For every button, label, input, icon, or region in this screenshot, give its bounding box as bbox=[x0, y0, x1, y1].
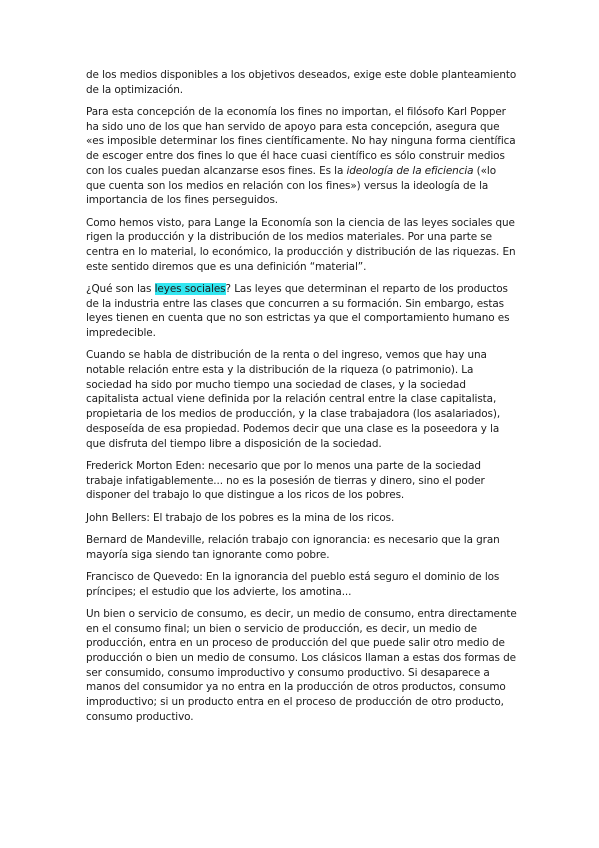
paragraph-text: Bernard de Mandeville, relación trabajo con ignorancia: es necesario que la gran mayoría siga siendo tan ignorante como pobre. bbox=[86, 533, 500, 561]
paragraph-text: John Bellers: El trabajo de los pobres es la mina de los ricos. bbox=[86, 511, 395, 524]
paragraph-eden-quote bbox=[86, 459, 518, 503]
paragraph-text: Como hemos visto, para Lange la Economía son la ciencia de las leyes sociales que rigen la producción y la distribución de los medios materiales. Por una parte se centra en lo material, lo económico, la producción y distribución de las riquezas. En este sentido diremos que es una definición “material”. bbox=[86, 216, 516, 273]
paragraph-leyes-sociales bbox=[86, 282, 518, 341]
paragraph-text: («lo que cuenta son los medios en relación con los fines») versus la ideología de la importancia de los fines perseguidos. bbox=[86, 164, 496, 207]
paragraph-bellers-quote bbox=[86, 511, 518, 526]
paragraph-text: ? Las leyes que determinan el reparto de los productos de la industria entre las clases que concurren a su formación. Sin embargo, estas leyes tienen en cuenta que no son estrictas ya que el comportamiento humano es impredecible. bbox=[86, 282, 510, 340]
paragraph-consumo bbox=[86, 607, 518, 725]
paragraph-quevedo-quote bbox=[86, 570, 518, 599]
highlighted-text[interactable]: leyes sociales bbox=[154, 282, 226, 295]
paragraph-text: ¿Qué son las bbox=[86, 282, 155, 295]
paragraph-text: Frederick Morton Eden: necesario que por lo menos una parte de la sociedad trabaje infatigablemente... no es la posesión de tierras y dinero, sino el poder disponer del trabajo lo que distingue a los ricos de los pobres. bbox=[86, 459, 485, 502]
paragraph-text: de los medios disponibles a los objetivos deseados, exige este doble planteamiento de la optimización. bbox=[86, 69, 517, 96]
paragraph-lange bbox=[86, 216, 518, 275]
paragraph-distribucion-renta bbox=[86, 348, 518, 451]
paragraph-text: Cuando se habla de distribución de la renta o del ingreso, vemos que hay una notable relación entre esta y la distribución de la riqueza (o patrimonio). La sociedad ha sido por mucho tiempo una sociedad de clases, y la sociedad capitalista actual viene definida por la relación central entre la clase capitalista, propietaria de los medios de producción, y la clase trabajadora (los asalariados), desposeída de esa propiedad. Podemos decir que una clase es la poseedora y la que disfruta del tiempo libre a disposición de la sociedad. bbox=[86, 349, 501, 450]
paragraph-text: Francisco de Quevedo: En la ignorancia del pueblo está seguro el dominio de los príncipes; el estudio que los advierte, los amotina... bbox=[86, 570, 500, 598]
italic-term: ideología de la eficiencia bbox=[346, 164, 474, 177]
paragraph-text: Un bien o servicio de consumo, es decir, un medio de consumo, entra directamente en el consumo final; un bien o servicio de producción, es decir, un medio de producción, entra en un proceso de producción del que puede salir otro medio de producción o bien un medio de consumo. Los clásicos llaman a estas dos formas de ser consumido, consumo improductivo y consumo productivo. Si desaparece a manos del consumidor ya no entra en la producción de otros productos, consumo improductivo; si un producto entra en el proceso de producción de otro producto, consumo productivo. bbox=[86, 607, 517, 723]
paragraph-optimization bbox=[86, 68, 518, 97]
paragraph-popper bbox=[86, 105, 518, 208]
paragraph-text: Para esta concepción de la economía los fines no importan, el filósofo Karl Popper ha sido uno de los que han servido de apoyo para esta concepción, asegura que «es imposible determinar los fines científicamente. No hay ninguna forma científica de escoger entre dos fines lo que él hace cuasi científico es sólo construir medios con los cuales puedan alcanzarse esos fines. Es la bbox=[86, 106, 516, 177]
paragraph-mandeville-quote bbox=[86, 533, 518, 562]
document-body bbox=[86, 68, 518, 732]
